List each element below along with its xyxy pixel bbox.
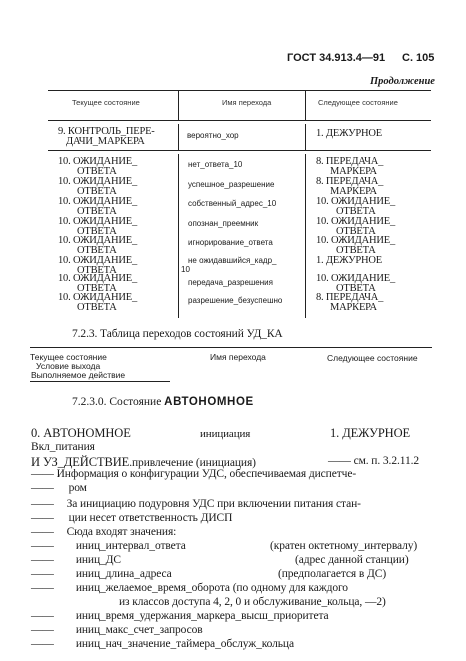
table-row-transition-cont: 10	[181, 265, 190, 274]
section-heading-723: 7.2.3. Таблица переходов состояний УД_КА	[72, 328, 283, 340]
table-row-transition: нет_ответа_10	[188, 160, 243, 169]
row-9-transition: вероятно_хор	[187, 131, 239, 140]
entry-condition: Вкл_питания	[31, 441, 95, 453]
list-item: —— иниц_интервал_ответа	[31, 540, 186, 552]
state-name: АВТОНОМНОЕ	[164, 396, 254, 408]
entry-reference: —— см. п. 3.2.11.2	[328, 455, 420, 467]
col-header-current: Текущее состояние	[72, 98, 140, 107]
table-row-current: 10. ОЖИДАНИЕ_ ОТВЕТА	[58, 216, 138, 237]
table-row-transition: игнорирование_ответа	[188, 238, 273, 247]
table-row-next: 10. ОЖИДАНИЕ_ ОТВЕТА	[316, 273, 396, 294]
list-item: —— иниц_нач_значение_таймера_обслуж_кольца	[31, 638, 294, 650]
col-header-exit-condition: Условие выхода	[36, 361, 101, 371]
entry-state: 0. АВТОНОМНОЕ	[31, 426, 131, 440]
row-9-next: 1. ДЕЖУРНОЕ	[316, 128, 382, 139]
list-item-note: (кратен октетному_интервалу)	[270, 540, 418, 552]
col-header-transition-2: Имя перехода	[210, 352, 266, 362]
col-header-next: Следующее состояние	[318, 98, 398, 107]
table-row-current: 10. ОЖИДАНИЕ_ ОТВЕТА	[58, 235, 138, 256]
list-item: —— ром	[31, 482, 87, 494]
list-item: —— ции несет ответственность ДИСП	[31, 512, 233, 524]
table-row-current: 10. ОЖИДАНИЕ_ ОТВЕТА	[58, 273, 138, 294]
table-row-transition: успешное_разрешение	[188, 180, 275, 189]
table-row-current: 10. ОЖИДАНИЕ_ ОТВЕТА	[58, 292, 138, 313]
list-item-continuation: из классов доступа 4, 2, 0 и обслуживание_кольца, —2)	[119, 596, 386, 608]
table-row-transition: разрешение_безуспешно	[188, 296, 283, 305]
table-row-current: 10. ОЖИДАНИЕ_ ОТВЕТА	[58, 176, 138, 197]
table-row-transition: передача_разрешения	[188, 278, 273, 287]
col-header-action: Выполняемое действие	[31, 370, 126, 380]
entry-next: 1. ДЕЖУРНОЕ	[330, 426, 411, 440]
page-number: С. 105	[402, 52, 435, 64]
table-row-next: 8. ПЕРЕДАЧА_ МАРКЕРА	[316, 292, 384, 313]
list-item: —— иниц_длина_адреса	[31, 568, 172, 580]
list-item: —— За инициацию подуровня УДС при включении питания стан-	[31, 498, 361, 510]
table2-top-rule	[30, 347, 432, 348]
table-row-next: 1. ДЕЖУРНОЕ	[316, 255, 382, 266]
entry-transition: инициация	[200, 428, 251, 440]
table-row-transition: опознан_преемник	[188, 219, 259, 228]
table-row-next: 10. ОЖИДАНИЕ_ ОТВЕТА	[316, 235, 396, 256]
list-item: —— иниц_время_удержания_маркера_высш_приоритета	[31, 610, 329, 622]
table-row-next: 8. ПЕРЕДАЧА_ МАРКЕРА	[316, 176, 384, 197]
section-heading-7230: 7.2.3.0. Состояние АВТОНОМНОЕ	[72, 396, 254, 408]
standard-number: ГОСТ 34.913.4—91	[287, 52, 386, 64]
table-row-next: 10. ОЖИДАНИЕ_ ОТВЕТА	[316, 196, 396, 217]
list-item: —— Сюда входят значения:	[31, 526, 177, 538]
table-row-next: 10. ОЖИДАНИЕ_ ОТВЕТА	[316, 216, 396, 237]
list-item: —— иниц_макс_счет_запросов	[31, 624, 203, 636]
table-row-transition: не ожидавшийся_кадр_	[188, 256, 277, 265]
table-row-current: 10. ОЖИДАНИЕ_ ОТВЕТА	[58, 156, 138, 177]
col-header-current-2: Текущее состояние	[30, 352, 107, 362]
table-row-transition: собственный_адрес_10	[188, 199, 277, 208]
list-item-note: (предполагается в ДС)	[278, 568, 387, 580]
table-row-next: 8. ПЕРЕДАЧА_ МАРКЕРА	[316, 156, 384, 177]
continuation-label: Продолжение	[370, 76, 435, 87]
row-9-current: 9. КОНТРОЛЬ_ПЕРЕ- ДАЧИ_МАРКЕРА	[58, 126, 155, 147]
list-item-note: (адрес данной станции)	[295, 554, 409, 566]
list-item: —— Информация о конфигурации УДС, обеспечиваемая диспетче-	[31, 468, 357, 480]
entry-action: И УЗ_ДЕЙСТВИЕ.привлечение (инициация)	[31, 455, 256, 469]
list-item: —— иниц_желаемое_время_оборота (по одному для каждого	[31, 582, 348, 594]
table-row-current: 10. ОЖИДАНИЕ_ ОТВЕТА	[58, 255, 138, 276]
col-header-next-2: Следующее состояние	[327, 353, 418, 363]
list-item: —— иниц_ДС	[31, 554, 121, 566]
table-row-current: 10. ОЖИДАНИЕ_ ОТВЕТА	[58, 196, 138, 217]
table2-header-rule	[30, 381, 170, 382]
col-header-transition: Имя перехода	[222, 98, 272, 107]
